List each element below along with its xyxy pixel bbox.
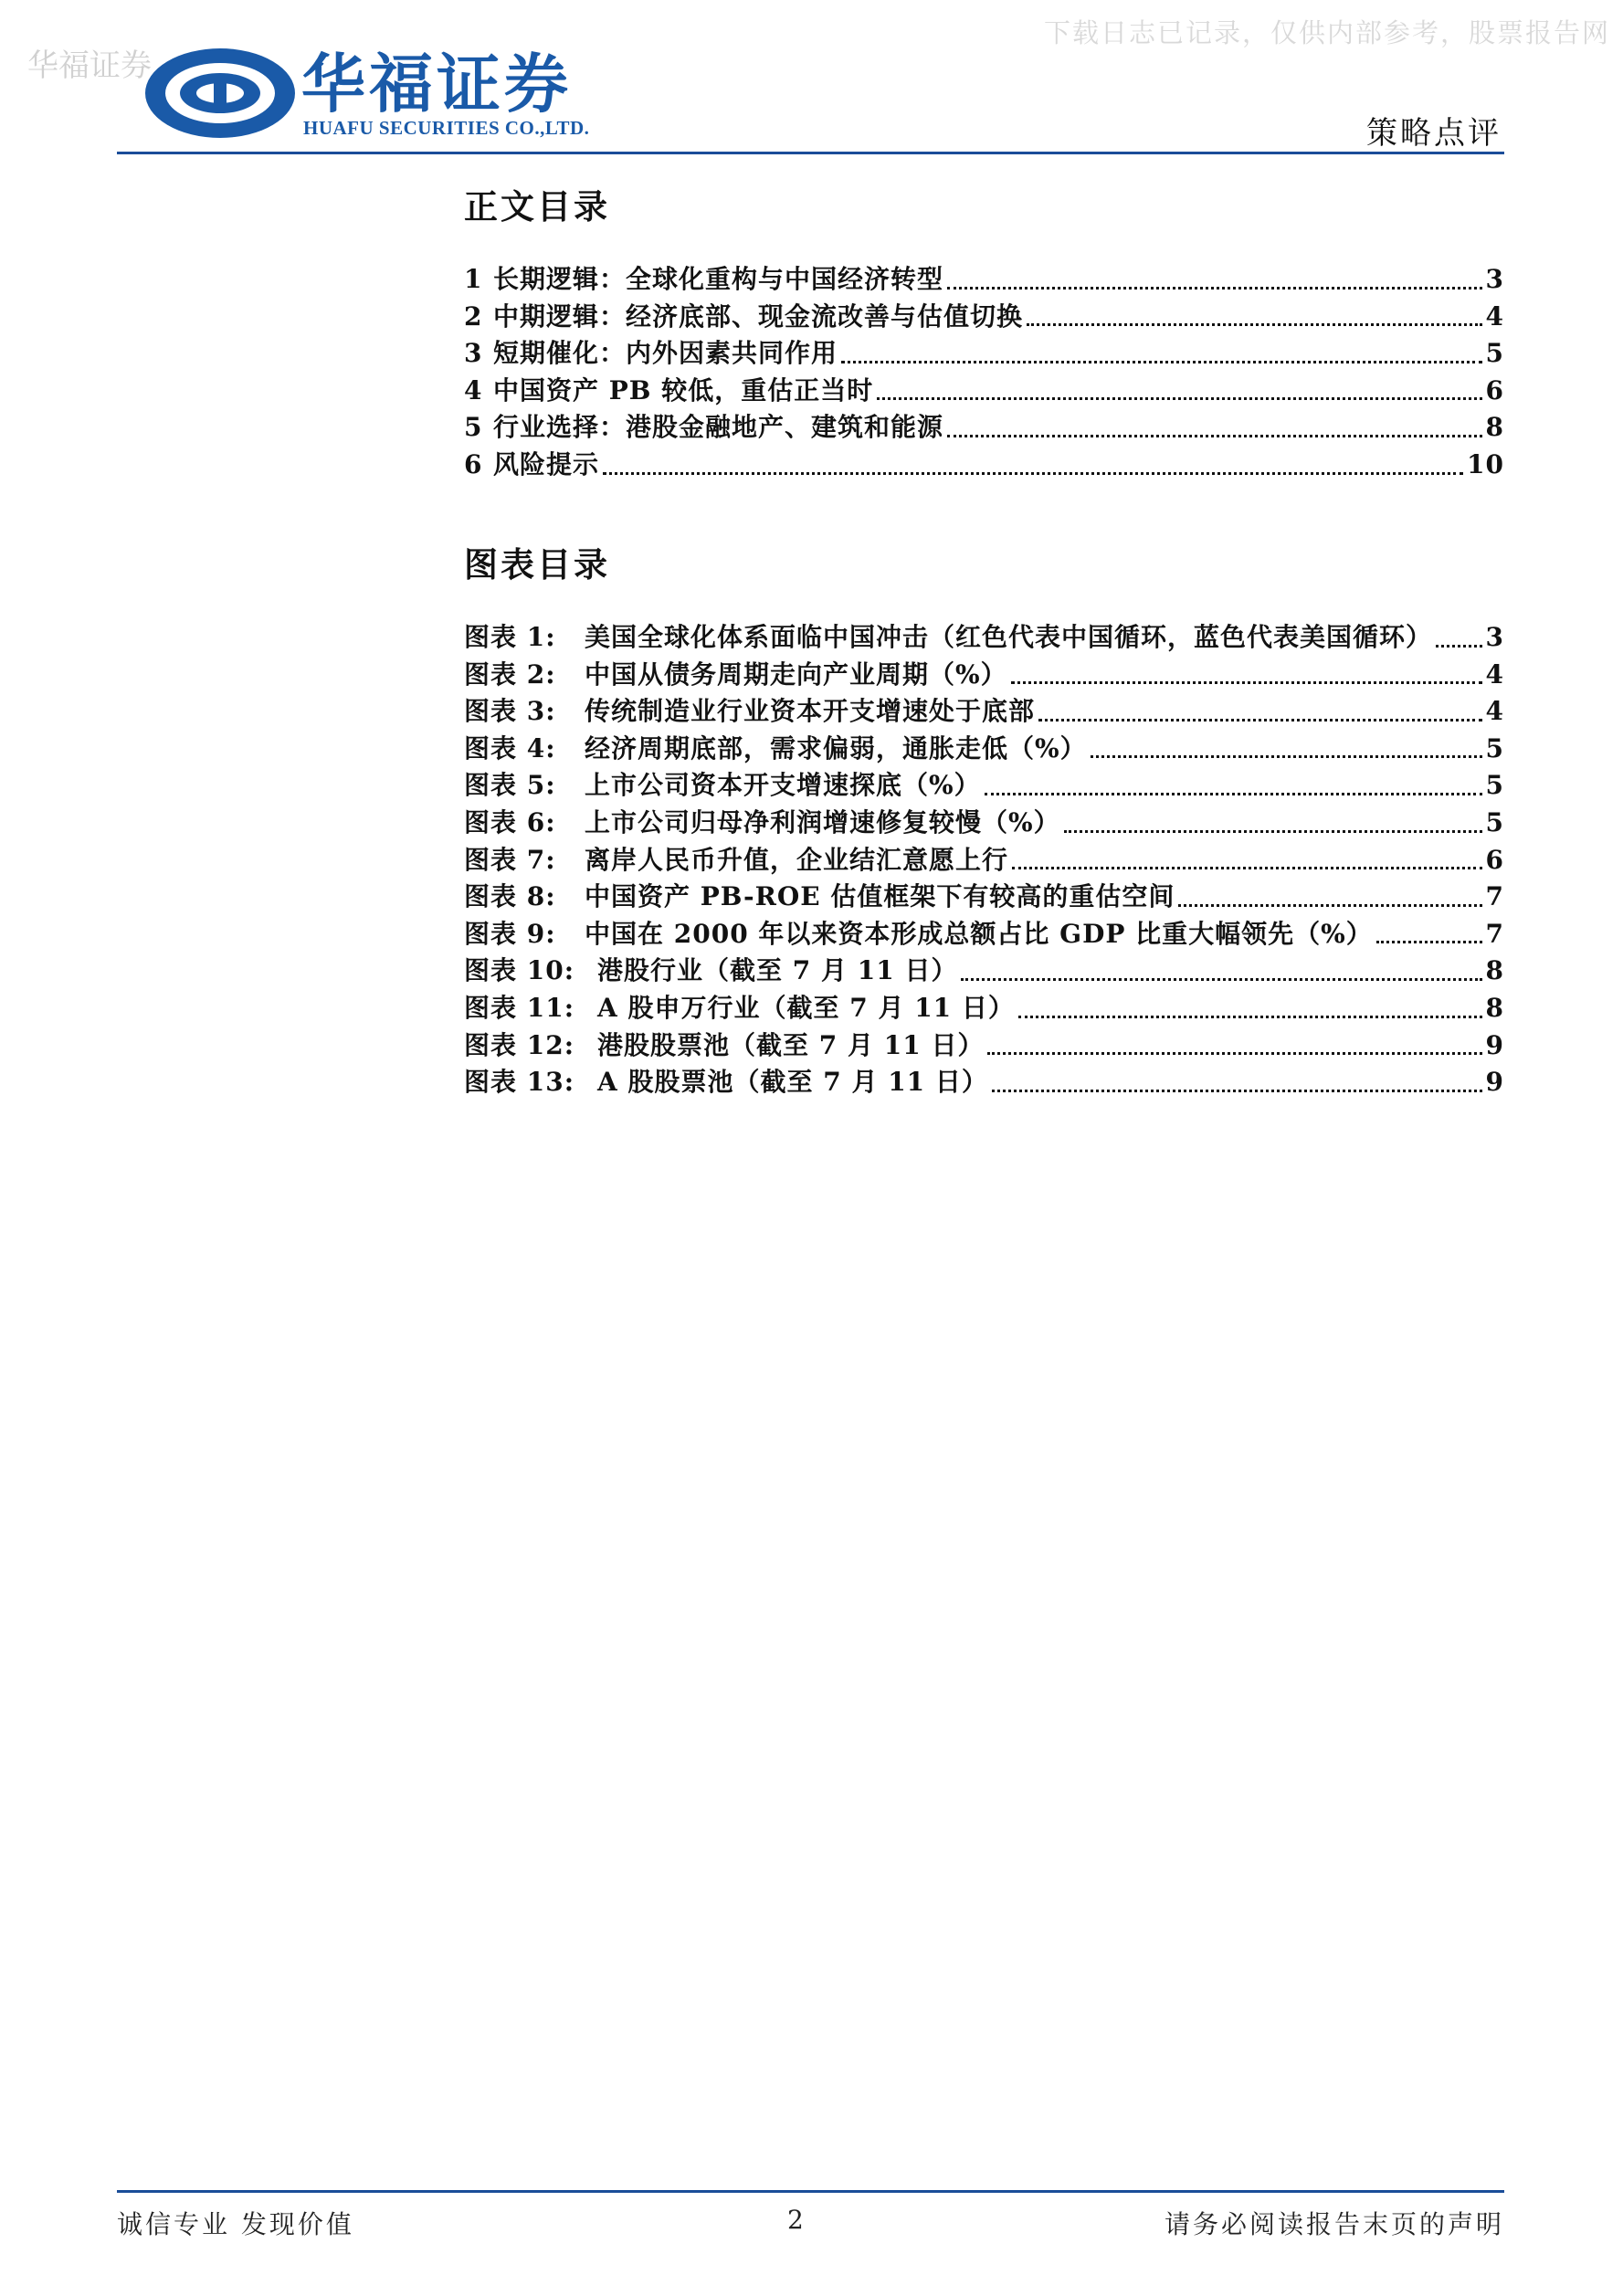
toc-entry-text: 港股股票池（截至 7 月 11 日） [597,1029,985,1060]
figure-toc-entry[interactable] [464,951,1504,988]
toc-dot-leader [1018,1016,1482,1018]
toc-dot-leader [985,793,1482,795]
main-toc-list [464,259,1504,482]
report-type-label: 策略点评 [1366,115,1502,152]
toc-entry-label [464,407,943,444]
footer-divider [117,2190,1504,2193]
toc-entry-label [464,765,981,802]
toc-entry-text: A 股股票池（截至 7 月 11 日） [597,1067,988,1098]
toc-entry-text: 上市公司归母净利润增速修复较慢（%） [585,806,1060,837]
download-watermark: 下载日志已记录，仅供内部参考，股票报告网 [1043,17,1610,48]
toc-entry-number: 图表 3: [464,696,556,727]
footer-disclaimer-note: 请务必阅读报告末页的声明 [1164,2209,1504,2239]
toc-entry-text: 港股行业（截至 7 月 11 日） [597,955,958,986]
toc-entry-number: 1 [464,264,483,294]
toc-entry-label [464,617,1432,654]
toc-dot-leader [1038,719,1482,721]
toc-entry-number: 图表 8: [464,881,556,912]
toc-entry-text: 风险提示 [493,448,600,479]
toc-entry-text: 中期逻辑：经济底部、现金流改善与估值切换 [493,300,1024,332]
toc-entry-number: 图表 1: [464,622,556,652]
toc-page-number: 5 [1485,770,1504,801]
toc-entry-text: 短期催化：内外因素共同作用 [493,338,838,369]
toc-page-number: 4 [1485,658,1504,690]
figure-toc-entry[interactable] [464,765,1504,803]
toc-entry-number: 图表 13: [464,1067,575,1098]
toc-entry-text: 中国在 2000 年以来资本形成总额占比 GDP 比重大幅领先（%） [585,918,1373,949]
toc-entry-label [464,297,1023,333]
toc-entry-text: 传统制造业行业资本开支增速处于底部 [585,696,1036,727]
toc-entry-number: 4 [464,374,483,405]
toc-entry-label [464,445,599,481]
main-toc-entry[interactable] [464,297,1504,334]
toc-dot-leader [603,472,1463,475]
toc-page-number: 9 [1485,1029,1504,1060]
toc-page-number: 7 [1485,918,1504,949]
figure-toc-entry[interactable] [464,617,1504,655]
main-toc-title: 正文目录 [464,186,610,226]
huafu-logo-icon [142,46,298,141]
figure-toc-entry[interactable] [464,914,1504,952]
toc-entry-label [464,729,1087,765]
toc-entry-text: A 股申万行业（截至 7 月 11 日） [597,992,1015,1023]
toc-entry-number: 图表 4: [464,732,556,764]
toc-entry-number: 3 [464,338,483,369]
toc-page-number: 5 [1485,338,1504,369]
toc-dot-leader [987,1052,1481,1055]
figure-toc-entry[interactable] [464,1026,1504,1063]
toc-entry-label [464,988,1015,1025]
toc-entry-text: 行业选择：港股金融地产、建筑和能源 [493,412,944,443]
figure-toc-entry[interactable] [464,988,1504,1026]
toc-entry-label [464,840,1008,877]
toc-entry-text: 离岸人民币升值，企业结汇意愿上行 [585,844,1009,875]
toc-entry-label [464,1062,988,1099]
toc-dot-leader [947,435,1482,437]
toc-entry-label [464,259,943,296]
toc-dot-leader [1376,941,1482,943]
figure-toc-entry[interactable] [464,840,1504,878]
toc-dot-leader [992,1090,1482,1092]
toc-entry-label [464,877,1175,913]
toc-dot-leader [947,287,1482,290]
toc-page-number: 6 [1485,844,1504,875]
toc-entry-text: 中国资产 PB 较低，重估正当时 [493,374,874,405]
toc-page-number: 3 [1485,622,1504,652]
toc-entry-number: 图表 11: [464,992,575,1023]
main-toc-entry[interactable] [464,445,1504,482]
toc-entry-label [464,914,1373,951]
toc-dot-leader [1436,645,1482,648]
toc-entry-number: 图表 5: [464,770,556,801]
toc-page-number: 8 [1485,412,1504,443]
toc-dot-leader [1012,867,1482,869]
main-toc-entry[interactable] [464,333,1504,371]
toc-page-number: 5 [1485,806,1504,837]
logo-chinese-name: 华福证券 [301,47,572,121]
toc-entry-number: 图表 12: [464,1029,575,1060]
toc-entry-label [464,691,1035,728]
toc-dot-leader [1091,755,1482,758]
page-number: 2 [787,2205,804,2235]
main-toc-entry[interactable] [464,259,1504,297]
toc-page-number: 5 [1485,732,1504,764]
toc-entry-label [464,655,1007,691]
toc-entry-label [464,951,957,987]
toc-entry-number: 图表 7: [464,844,556,875]
logo-english-name: HUAFU SECURITIES CO.,LTD. [303,117,590,139]
toc-entry-number: 6 [464,448,483,479]
header-divider [117,152,1504,154]
figure-toc-entry[interactable] [464,655,1504,692]
figure-toc-title: 图表目录 [464,544,610,585]
toc-entry-label [464,333,838,370]
main-toc-entry[interactable] [464,371,1504,408]
figure-toc-entry[interactable] [464,691,1504,729]
toc-entry-text: 中国资产 PB-ROE 估值框架下有较高的重估空间 [585,881,1175,912]
footer-slogan: 诚信专业 发现价值 [117,2209,354,2239]
figure-toc-entry[interactable] [464,803,1504,840]
toc-page-number: 7 [1485,881,1504,912]
toc-dot-leader [841,361,1482,363]
company-logo [142,42,654,142]
toc-entry-text: 美国全球化体系面临中国冲击（红色代表中国循环，蓝色代表美国循环） [585,622,1433,652]
figure-toc-entry[interactable] [464,877,1504,914]
toc-page-number: 3 [1485,264,1504,294]
toc-entry-text: 中国从债务周期走向产业周期（%） [585,658,1007,690]
toc-page-number: 9 [1485,1067,1504,1098]
toc-entry-label [464,371,873,407]
toc-dot-leader [1178,904,1481,907]
toc-page-number: 10 [1467,448,1504,479]
main-toc-entry[interactable] [464,407,1504,445]
toc-entry-number: 图表 9: [464,918,556,949]
corner-watermark: 华福证券 [27,47,152,84]
toc-dot-leader [1064,830,1482,833]
toc-entry-label [464,803,1060,839]
toc-entry-number: 图表 10: [464,955,575,986]
toc-dot-leader [877,397,1481,400]
toc-entry-number: 5 [464,412,483,443]
toc-entry-text: 上市公司资本开支增速探底（%） [585,770,981,801]
toc-page-number: 4 [1485,300,1504,332]
toc-page-number: 6 [1485,374,1504,405]
toc-dot-leader [1027,323,1482,326]
toc-page-number: 4 [1485,696,1504,727]
toc-entry-text: 经济周期底部，需求偏弱，通胀走低（%） [585,732,1087,764]
figure-toc-entry[interactable] [464,1062,1504,1100]
toc-dot-leader [1011,681,1482,684]
toc-page-number: 8 [1485,992,1504,1023]
toc-entry-number: 2 [464,300,483,332]
figure-toc-list [464,617,1504,1100]
toc-entry-number: 图表 6: [464,806,556,837]
toc-entry-text: 长期逻辑：全球化重构与中国经济转型 [493,264,944,294]
toc-page-number: 8 [1485,955,1504,986]
toc-entry-number: 图表 2: [464,658,556,690]
figure-toc-entry[interactable] [464,729,1504,766]
toc-entry-label [464,1026,984,1062]
toc-dot-leader [961,978,1481,981]
